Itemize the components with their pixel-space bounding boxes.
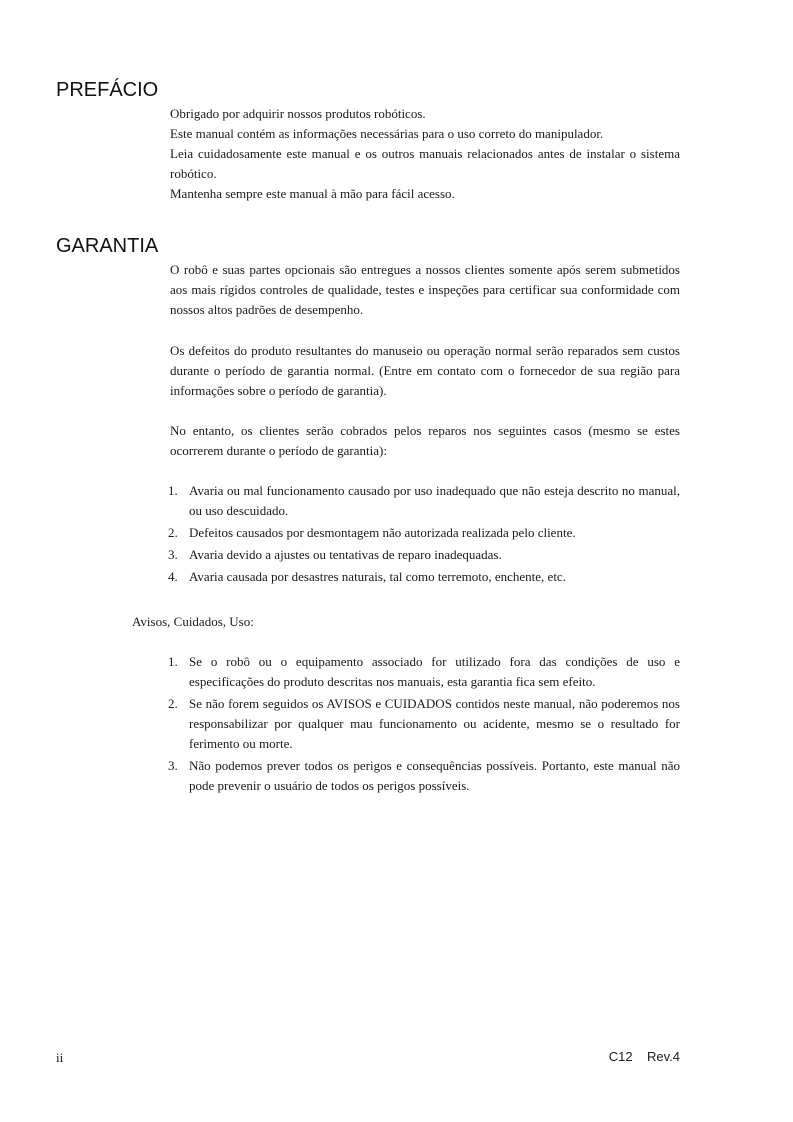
list-item-number: 1.	[168, 654, 178, 669]
preface-line: Leia cuidadosamente este manual e os outros manuais relacionados antes de instalar o sistema robótico.	[170, 146, 680, 181]
list-item	[164, 652, 680, 692]
warranty-paragraph	[170, 260, 680, 320]
list-item-text: Se não forem seguidos os AVISOS e CUIDADOS contidos neste manual, não poderemos nos responsabilizar por qualquer mau funcionamento ou acidente, mesmo se o resultado for ferimento ou morte.	[189, 696, 680, 751]
list-item-text: Avaria devido a ajustes ou tentativas de reparo inadequadas.	[189, 547, 502, 562]
list-item-number: 3.	[168, 547, 178, 562]
list-item	[164, 481, 680, 521]
preface-line: Obrigado por adquirir nossos produtos robóticos.	[170, 106, 426, 121]
list-item	[164, 545, 680, 565]
list-item-text: Se o robô ou o equipamento associado for utilizado fora das condições de uso e especificações do produto descritas nos manuais, esta garantia fica sem efeito.	[189, 654, 680, 689]
list-item-text: Defeitos causados por desmontagem não autorizada realizada pelo cliente.	[189, 525, 576, 540]
list-item	[164, 694, 680, 754]
preface-body	[170, 104, 680, 204]
list-item-text: Avaria causada por desastres naturais, tal como terremoto, enchente, etc.	[189, 569, 566, 584]
list-item	[164, 756, 680, 796]
warranty-paragraph-text: Os defeitos do produto resultantes do manuseio ou operação normal serão reparados sem custos durante o período de garantia normal. (Entre em contato com o fornecedor de sua região para informações sobre o período de garantia).	[170, 343, 680, 398]
list-item-number: 3.	[168, 758, 178, 773]
list-item-number: 4.	[168, 569, 178, 584]
preface-heading: PREFÁCIO	[56, 79, 159, 101]
list-item	[164, 567, 680, 587]
list-item-number: 2.	[168, 696, 178, 711]
list-item-text: Não podemos prever todos os perigos e consequências possíveis. Portanto, este manual não pode prevenir o usuário de todos os perigos possíveis.	[189, 758, 680, 793]
warranty-paragraph	[170, 421, 680, 461]
preface-line: Este manual contém as informações necessárias para o uso correto do manipulador.	[170, 126, 604, 141]
list-item-text: Avaria ou mal funcionamento causado por uso inadequado que não esteja descrito no manual, ou uso descuidado.	[189, 483, 680, 518]
list-item	[164, 523, 680, 543]
list-item-number: 2.	[168, 525, 178, 540]
warnings-list	[164, 652, 680, 798]
warranty-heading: GARANTIA	[56, 235, 159, 257]
warranty-paragraph-text: No entanto, os clientes serão cobrados pelos reparos nos seguintes casos (mesmo se estes ocorrerem durante o período de garantia):	[170, 423, 680, 458]
warnings-label: Avisos, Cuidados, Uso:	[132, 614, 254, 629]
preface-line: Mantenha sempre este manual à mão para fácil acesso.	[170, 186, 455, 201]
warranty-paragraph	[170, 341, 680, 401]
warranty-paragraph-text: O robô e suas partes opcionais são entregues a nossos clientes somente após serem submetidos aos mais rígidos controles de qualidade, testes e inspeções para certificar sua conformidade com nossos altos padrões de desempenho.	[170, 262, 680, 317]
charged-repair-cases-list	[164, 481, 680, 589]
list-item-number: 1.	[168, 483, 178, 498]
page-number: ii	[56, 1050, 64, 1065]
document-revision: C12 Rev.4	[608, 1049, 680, 1064]
